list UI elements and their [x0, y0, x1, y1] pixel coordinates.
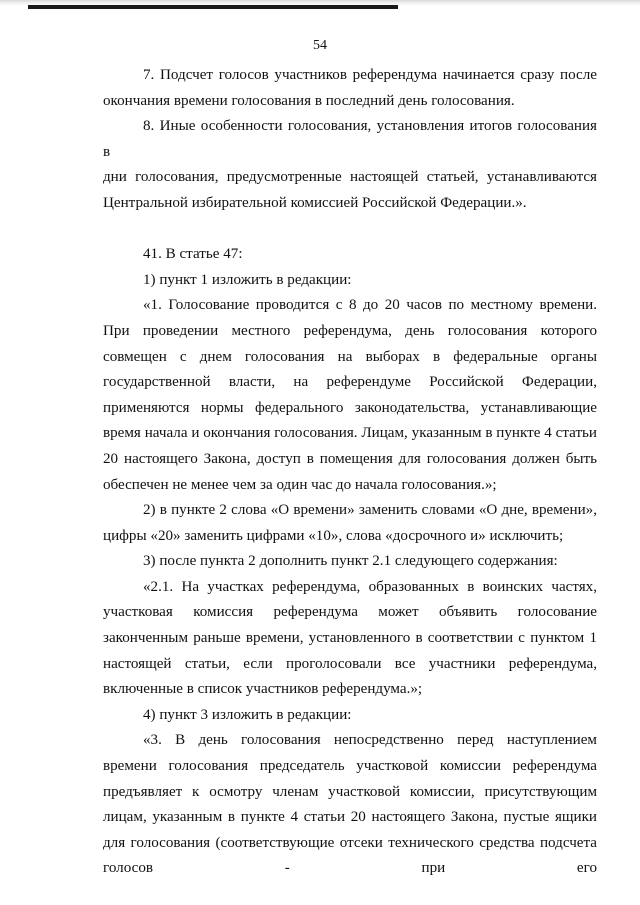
- paragraph-7-continued: окончания времени голосования в последний день голосования.: [103, 92, 515, 109]
- item-41-heading: 41. В статье 47:: [143, 246, 243, 263]
- paragraph-8: 8. Иные особенности голосования, установления итогов голосования в: [103, 118, 597, 160]
- subitem-3: 3) после пункта 2 дополнить пункт 2.1 следующего содержания:: [143, 553, 558, 570]
- document-body: [103, 63, 597, 882]
- quoted-point-3: «3. В день голосования непосредственно перед наступлением времени голосования председатель участковой комиссии референдума предъявляет к осмотру членам участковой комиссии, присутствующим лицам, указанным в пункте 4 статьи 20 настоящего Закона, пустые ящики для голосования (соответствующие отсеки технического средства подсчета голосов - при его: [103, 732, 597, 877]
- paragraph-gap: [103, 217, 597, 243]
- quoted-point-2-1: «2.1. На участках референдума, образованных в воинских частях, участковая комиссия референдума может объявить голосование законченным раньше времени, установленного в соответствии с пунктом 1 настоящей статьи, если проголосовали все участники референдума, включенные в список участников референдума.»;: [103, 578, 597, 698]
- subitem-2: 2) в пункте 2 слова «О времени» заменить словами «О дне, времени», цифры «20» заменить цифрами «10», слова «досрочного и» исключить;: [103, 502, 597, 544]
- paragraph-8-continued: дни голосования, предусмотренные настоящей статьей, устанавливаются Центральной избирательной комиссией Российской Федерации.».: [103, 169, 597, 211]
- subitem-1: 1) пункт 1 изложить в редакции:: [143, 271, 352, 288]
- scan-artifact-line: [28, 5, 398, 9]
- page-number: 54: [313, 38, 327, 53]
- subitem-4: 4) пункт 3 изложить в редакции:: [143, 706, 352, 723]
- paragraph-7: 7. Подсчет голосов участников референдума начинается сразу после: [143, 67, 597, 83]
- quoted-point-1: «1. Голосование проводится с 8 до 20 часов по местному времени. При проведении местного референдума, день голосования которого совмещен с днем голосования на выборах в федеральные органы государственной власти, на референдуме Российской Федерации, применяются нормы федерального законодательства, устанавливающие время начала и окончания голосования. Лицам, указанным в пункте 4 статьи 20 настоящего Закона, доступ в помещения для голосования должен быть обеспечен не менее чем за один час до начала голосования.»;: [103, 297, 597, 493]
